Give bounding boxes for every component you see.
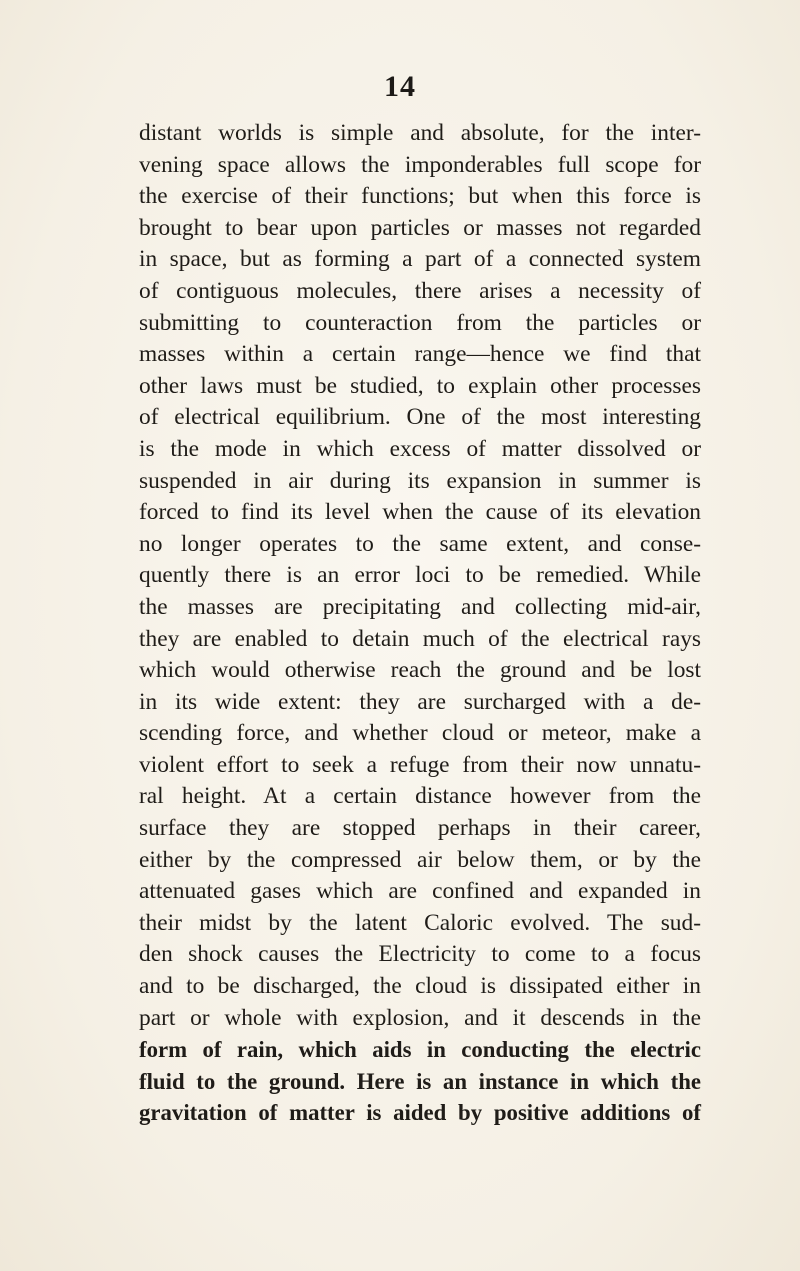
text-line: in its wide extent: they are surcharged with a de- <box>139 688 701 715</box>
text-line: part or whole with explosion, and it descends in the <box>139 1004 701 1031</box>
text-line: forced to find its level when the cause of its elevation <box>139 499 701 526</box>
text-line: either by the compressed air below them, or by the <box>139 846 701 873</box>
text-line: suspended in air during its expansion in summer is <box>139 467 701 494</box>
text-line: the exercise of their functions; but when this force is <box>139 183 701 210</box>
text-line: they are enabled to detain much of the electrical rays <box>139 625 701 652</box>
text-line: other laws must be studied, to explain other processes <box>139 372 701 399</box>
text-line: vening space allows the imponderables full scope for <box>139 151 701 178</box>
text-line: of contiguous molecules, there arises a necessity of <box>139 277 701 304</box>
text-line: den shock causes the Electricity to come to a focus <box>139 941 701 968</box>
text-line: of electrical equilibrium. One of the most interesting <box>139 404 701 431</box>
text-line: which would otherwise reach the ground and be lost <box>139 657 701 684</box>
text-line: violent effort to seek a refuge from their now unnatu- <box>139 751 701 778</box>
text-line: masses within a certain range—hence we find that <box>139 341 701 368</box>
text-line: in space, but as forming a part of a connected system <box>139 246 701 273</box>
text-line: is the mode in which excess of matter dissolved or <box>139 435 701 462</box>
text-line: and to be discharged, the cloud is dissipated either in <box>139 973 701 1000</box>
text-line: ral height. At a certain distance however from the <box>139 783 701 810</box>
text-line: submitting to counteraction from the particles or <box>139 309 701 336</box>
page-number: 14 <box>384 70 416 103</box>
text-line: scending force, and whether cloud or meteor, make a <box>139 720 701 747</box>
text-line: their midst by the latent Caloric evolved. The sud- <box>139 909 701 936</box>
body-text <box>139 118 701 1129</box>
text-line: brought to bear upon particles or masses not regarded <box>139 214 701 241</box>
text-line: the masses are precipitating and collecting mid-air, <box>139 593 701 620</box>
text-line: gravitation of matter is aided by positive additions of <box>139 1100 701 1126</box>
text-line: fluid to the ground. Here is an instance in which the <box>139 1068 701 1094</box>
text-line: attenuated gases which are confined and expanded in <box>139 878 701 905</box>
text-line: surface they are stopped perhaps in their career, <box>139 815 701 842</box>
text-line: distant worlds is simple and absolute, for the inter- <box>139 120 701 146</box>
text-line: no longer operates to the same extent, and conse- <box>139 530 701 557</box>
text-line: quently there is an error loci to be remedied. While <box>139 562 701 589</box>
text-line: form of rain, which aids in conducting the electric <box>139 1037 701 1063</box>
